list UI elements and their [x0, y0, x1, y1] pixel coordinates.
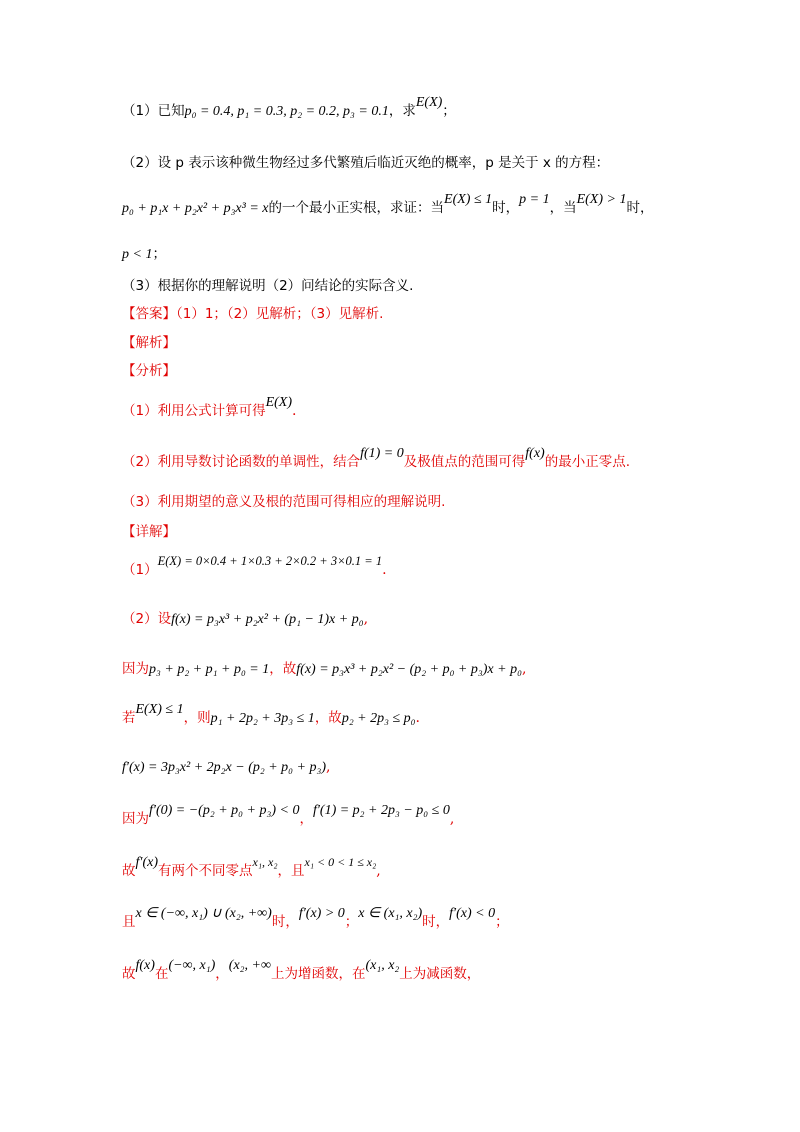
row-6-text-e: ； [495, 914, 509, 930]
detail-2-fx-def: f(x) = p₃x³ + p₂x² + (p₁ − 1)x + p₀ [171, 612, 364, 627]
row-6-text-a: 且 [122, 914, 136, 930]
row-7-interval-1: (−∞, x₁) [168, 958, 216, 973]
xiangjie-label: 【详解】 [122, 524, 176, 540]
detail-2-num: （2）设 [122, 611, 172, 627]
row-7-text-e: 上为减函数， [399, 966, 481, 982]
detail-1-num: （1） [122, 562, 158, 578]
detail-row-6 [122, 906, 509, 932]
row-5-text-a: 故 [122, 863, 136, 879]
fenxi-2-f1: f(1) = 0 [360, 446, 404, 461]
question-3: （3）根据你的理解说明（2）问结论的实际含义. [122, 278, 414, 294]
q2-text-1: 的一个最小正实根，求证：当 [268, 200, 445, 216]
row-5-text-c: ，且 [277, 863, 305, 879]
q2-p-less-1: p < 1 [122, 247, 153, 262]
fenxi-step-2 [122, 446, 630, 472]
question-1 [122, 95, 456, 121]
detail-2-end: , [363, 611, 369, 627]
fenxi-1-expectation: E(X) [265, 395, 293, 410]
row-6-negative: f′(x) < 0 [449, 906, 496, 921]
row-7-fx: f(x) [135, 958, 155, 973]
row-6-text-c: ； [344, 914, 359, 930]
row-7-text-a: 故 [122, 966, 136, 982]
q1-ask: ，求 [388, 103, 416, 119]
q2-text-5: ； [152, 246, 166, 262]
detail-row-5 [122, 855, 381, 881]
row-4-end: , [449, 811, 455, 827]
detail-row-7 [122, 958, 481, 984]
fenxi-2-text-a: （2）利用导数讨论函数的单调性，结合 [122, 454, 361, 470]
row-2-text-a: 若 [122, 710, 136, 726]
answer-line: 【答案】（1）1；（2）见解析；（3）见解析. [122, 306, 384, 322]
row-2-result: p₂ + 2p₃ ≤ p₀ [341, 711, 416, 726]
row-7-text-b: 在 [154, 966, 169, 982]
detail-1-formula: E(X) = 0×0.4 + 1×0.3 + 2×0.2 + 3×0.1 = 1 [157, 554, 383, 568]
row-5-roots: x₁, x₂ [252, 855, 278, 869]
q2-text-4: 时， [626, 200, 654, 216]
row-1-text-b: ，故 [269, 661, 297, 677]
q2-p-equals-1: p = 1 [519, 192, 550, 207]
q2-text-3: ，当 [549, 200, 577, 216]
row-2-ineq: p₁ + 2p₂ + 3p₃ ≤ 1 [210, 711, 315, 726]
q2-cond-2: E(X) > 1 [576, 192, 627, 207]
fenxi-2-text-b: 及极值点的范围可得 [403, 454, 526, 470]
row-7-text-d: 上为增函数，在 [270, 966, 366, 982]
q1-given-probabilities: p₀ = 0.4, p₁ = 0.3, p₂ = 0.2, p₃ = 0.1 [184, 104, 389, 119]
fenxi-label: 【分析】 [122, 363, 176, 379]
q1-prefix: （1）已知 [122, 103, 185, 119]
row-6-text-d: 时， [422, 914, 450, 930]
detail-2 [122, 610, 368, 629]
row-6-positive: f′(x) > 0 [298, 906, 345, 921]
question-2-line-3 [122, 245, 166, 264]
row-1-sum: p₃ + p₂ + p₁ + p₀ = 1 [149, 662, 270, 677]
row-3-end: , [326, 759, 331, 775]
detail-row-1 [122, 660, 526, 679]
detail-1-end: . [382, 562, 387, 578]
question-2-line-1: （2）设 p 表示该种微生物经过多代繁殖后临近灭绝的概率，p 是关于 x 的方程： [122, 155, 610, 171]
detail-row-3 [122, 758, 330, 777]
fenxi-2-text-c: 的最小正零点. [544, 454, 630, 470]
row-2-cond: E(X) ≤ 1 [135, 702, 184, 717]
row-5-order: x₁ < 0 < 1 ≤ x₂ [304, 855, 377, 869]
row-1-end: , [521, 661, 527, 677]
row-4-fprime1: f′(1) = p₂ + 2p₃ − p₀ ≤ 0 [312, 803, 450, 818]
detail-row-4 [122, 803, 455, 829]
q1-expectation: E(X) [415, 95, 443, 110]
row-7-interval-2: (x₂, +∞ [228, 958, 271, 973]
row-5-fprime: f′(x) [135, 855, 158, 870]
row-2-end: . [415, 710, 420, 726]
detail-row-2 [122, 702, 420, 728]
row-6-text-b: 时， [271, 914, 299, 930]
row-7-interval-3: (x₁, x₂ [365, 958, 400, 973]
question-2-line-2 [122, 192, 654, 218]
row-3-fprime: f′(x) = 3p₃x² + 2p₂x − (p₂ + p₀ + p₃) [122, 760, 327, 775]
q1-end: ； [442, 103, 456, 119]
fenxi-1-text: （1）利用公式计算可得 [122, 403, 266, 419]
row-1-text-a: 因为 [122, 661, 149, 677]
fenxi-step-1 [122, 395, 297, 421]
row-4-text-a: 因为 [122, 811, 149, 827]
row-4-fprime0: f′(0) = −(p₂ + p₀ + p₃) < 0 [149, 803, 300, 818]
analysis-label: 【解析】 [122, 335, 176, 351]
row-2-text-b: ，则 [183, 710, 211, 726]
row-6-interval-1: x ∈ (−∞, x₁) ∪ (x₂, +∞) [135, 906, 272, 921]
row-5-text-b: 有两个不同零点 [158, 863, 253, 879]
row-2-text-c: ，故 [314, 710, 342, 726]
row-6-interval-2: x ∈ (x₁, x₂) [358, 906, 423, 921]
q2-text-2: 时， [492, 200, 520, 216]
detail-1 [122, 554, 387, 579]
q2-cond-1: E(X) ≤ 1 [444, 192, 493, 207]
row-1-fx: f(x) = p₃x³ + p₂x² − (p₂ + p₀ + p₃)x + p₀ [296, 662, 522, 677]
fenxi-2-fx: f(x) [525, 446, 545, 461]
fenxi-1-end: . [292, 403, 297, 419]
row-5-end: , [376, 863, 381, 879]
q2-equation: p₀ + p₁x + p₂x² + p₃x³ = x [122, 201, 269, 216]
row-4-text-b: ， [299, 811, 313, 827]
row-7-text-c: ， [215, 966, 229, 982]
fenxi-step-3: （3）利用期望的意义及根的范围可得相应的理解说明. [122, 494, 446, 510]
